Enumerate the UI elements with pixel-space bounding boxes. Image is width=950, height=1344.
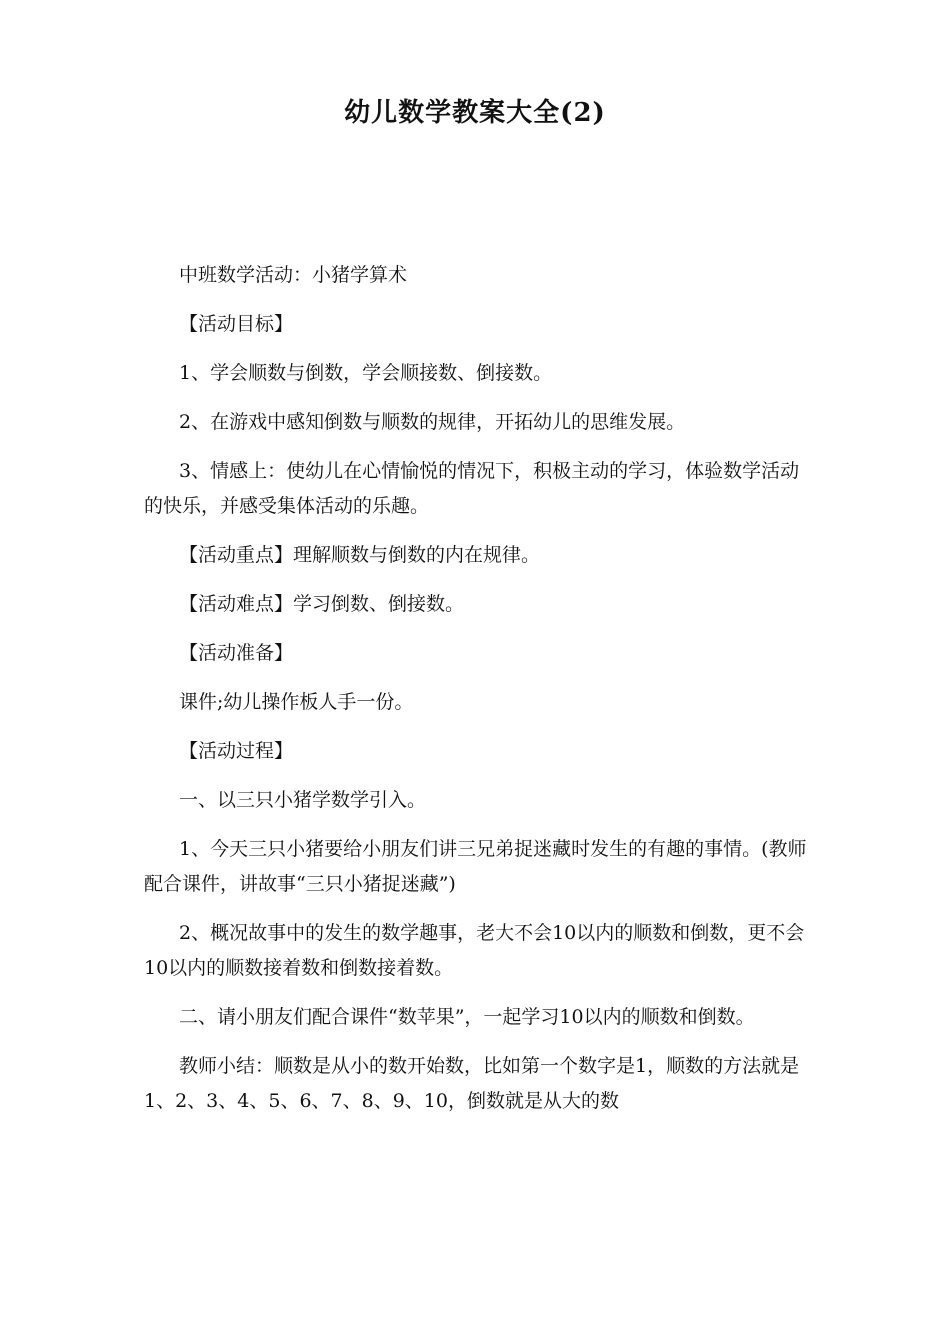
paragraph-goal-1: 1、学会顺数与倒数，学会顺接数、倒接数。: [179, 362, 553, 384]
paragraph-goal-3: 3、情感上：使幼儿在心情愉悦的情况下，积极主动的学习，体验数学活动的快乐，并感受集体活动的乐趣。: [144, 460, 800, 517]
document-title: 幼儿数学教案大全(2): [344, 98, 606, 128]
paragraph-activity-name: 中班数学活动：小猪学算术: [179, 264, 408, 286]
paragraph-step-1-2: 2、概况故事中的发生的数学趣事，老大不会10以内的顺数和倒数，更不会10以内的顺数接着数和倒数接着数。: [144, 922, 805, 979]
paragraph-preparation-heading: 【活动准备】: [179, 642, 294, 664]
paragraph-teacher-summary: 教师小结：顺数是从小的数开始数，比如第一个数字是1，顺数的方法就是1、2、3、4、5、6、7、8、9、10，倒数就是从大的数: [144, 1055, 800, 1112]
document-body: [144, 258, 808, 1133]
paragraph-process-heading: 【活动过程】: [179, 740, 294, 762]
paragraph-step-1: 一、以三只小猪学数学引入。: [179, 789, 427, 811]
paragraph-goals-heading: 【活动目标】: [179, 313, 294, 335]
paragraph-step-1-1: 1、今天三只小猪要给小朋友们讲三兄弟捉迷藏时发生的有趣的事情。(教师配合课件，讲故事“三只小猪捉迷藏”): [144, 838, 807, 895]
paragraph-difficulty: 【活动难点】学习倒数、倒接数。: [179, 593, 465, 615]
paragraph-key-point: 【活动重点】理解顺数与倒数的内在规律。: [179, 544, 541, 566]
paragraph-preparation: 课件;幼儿操作板人手一份。: [179, 691, 414, 713]
paragraph-step-2: 二、请小朋友们配合课件“数苹果”，一起学习10以内的顺数和倒数。: [179, 1006, 755, 1028]
paragraph-goal-2: 2、在游戏中感知倒数与顺数的规律，开拓幼儿的思维发展。: [179, 411, 686, 433]
